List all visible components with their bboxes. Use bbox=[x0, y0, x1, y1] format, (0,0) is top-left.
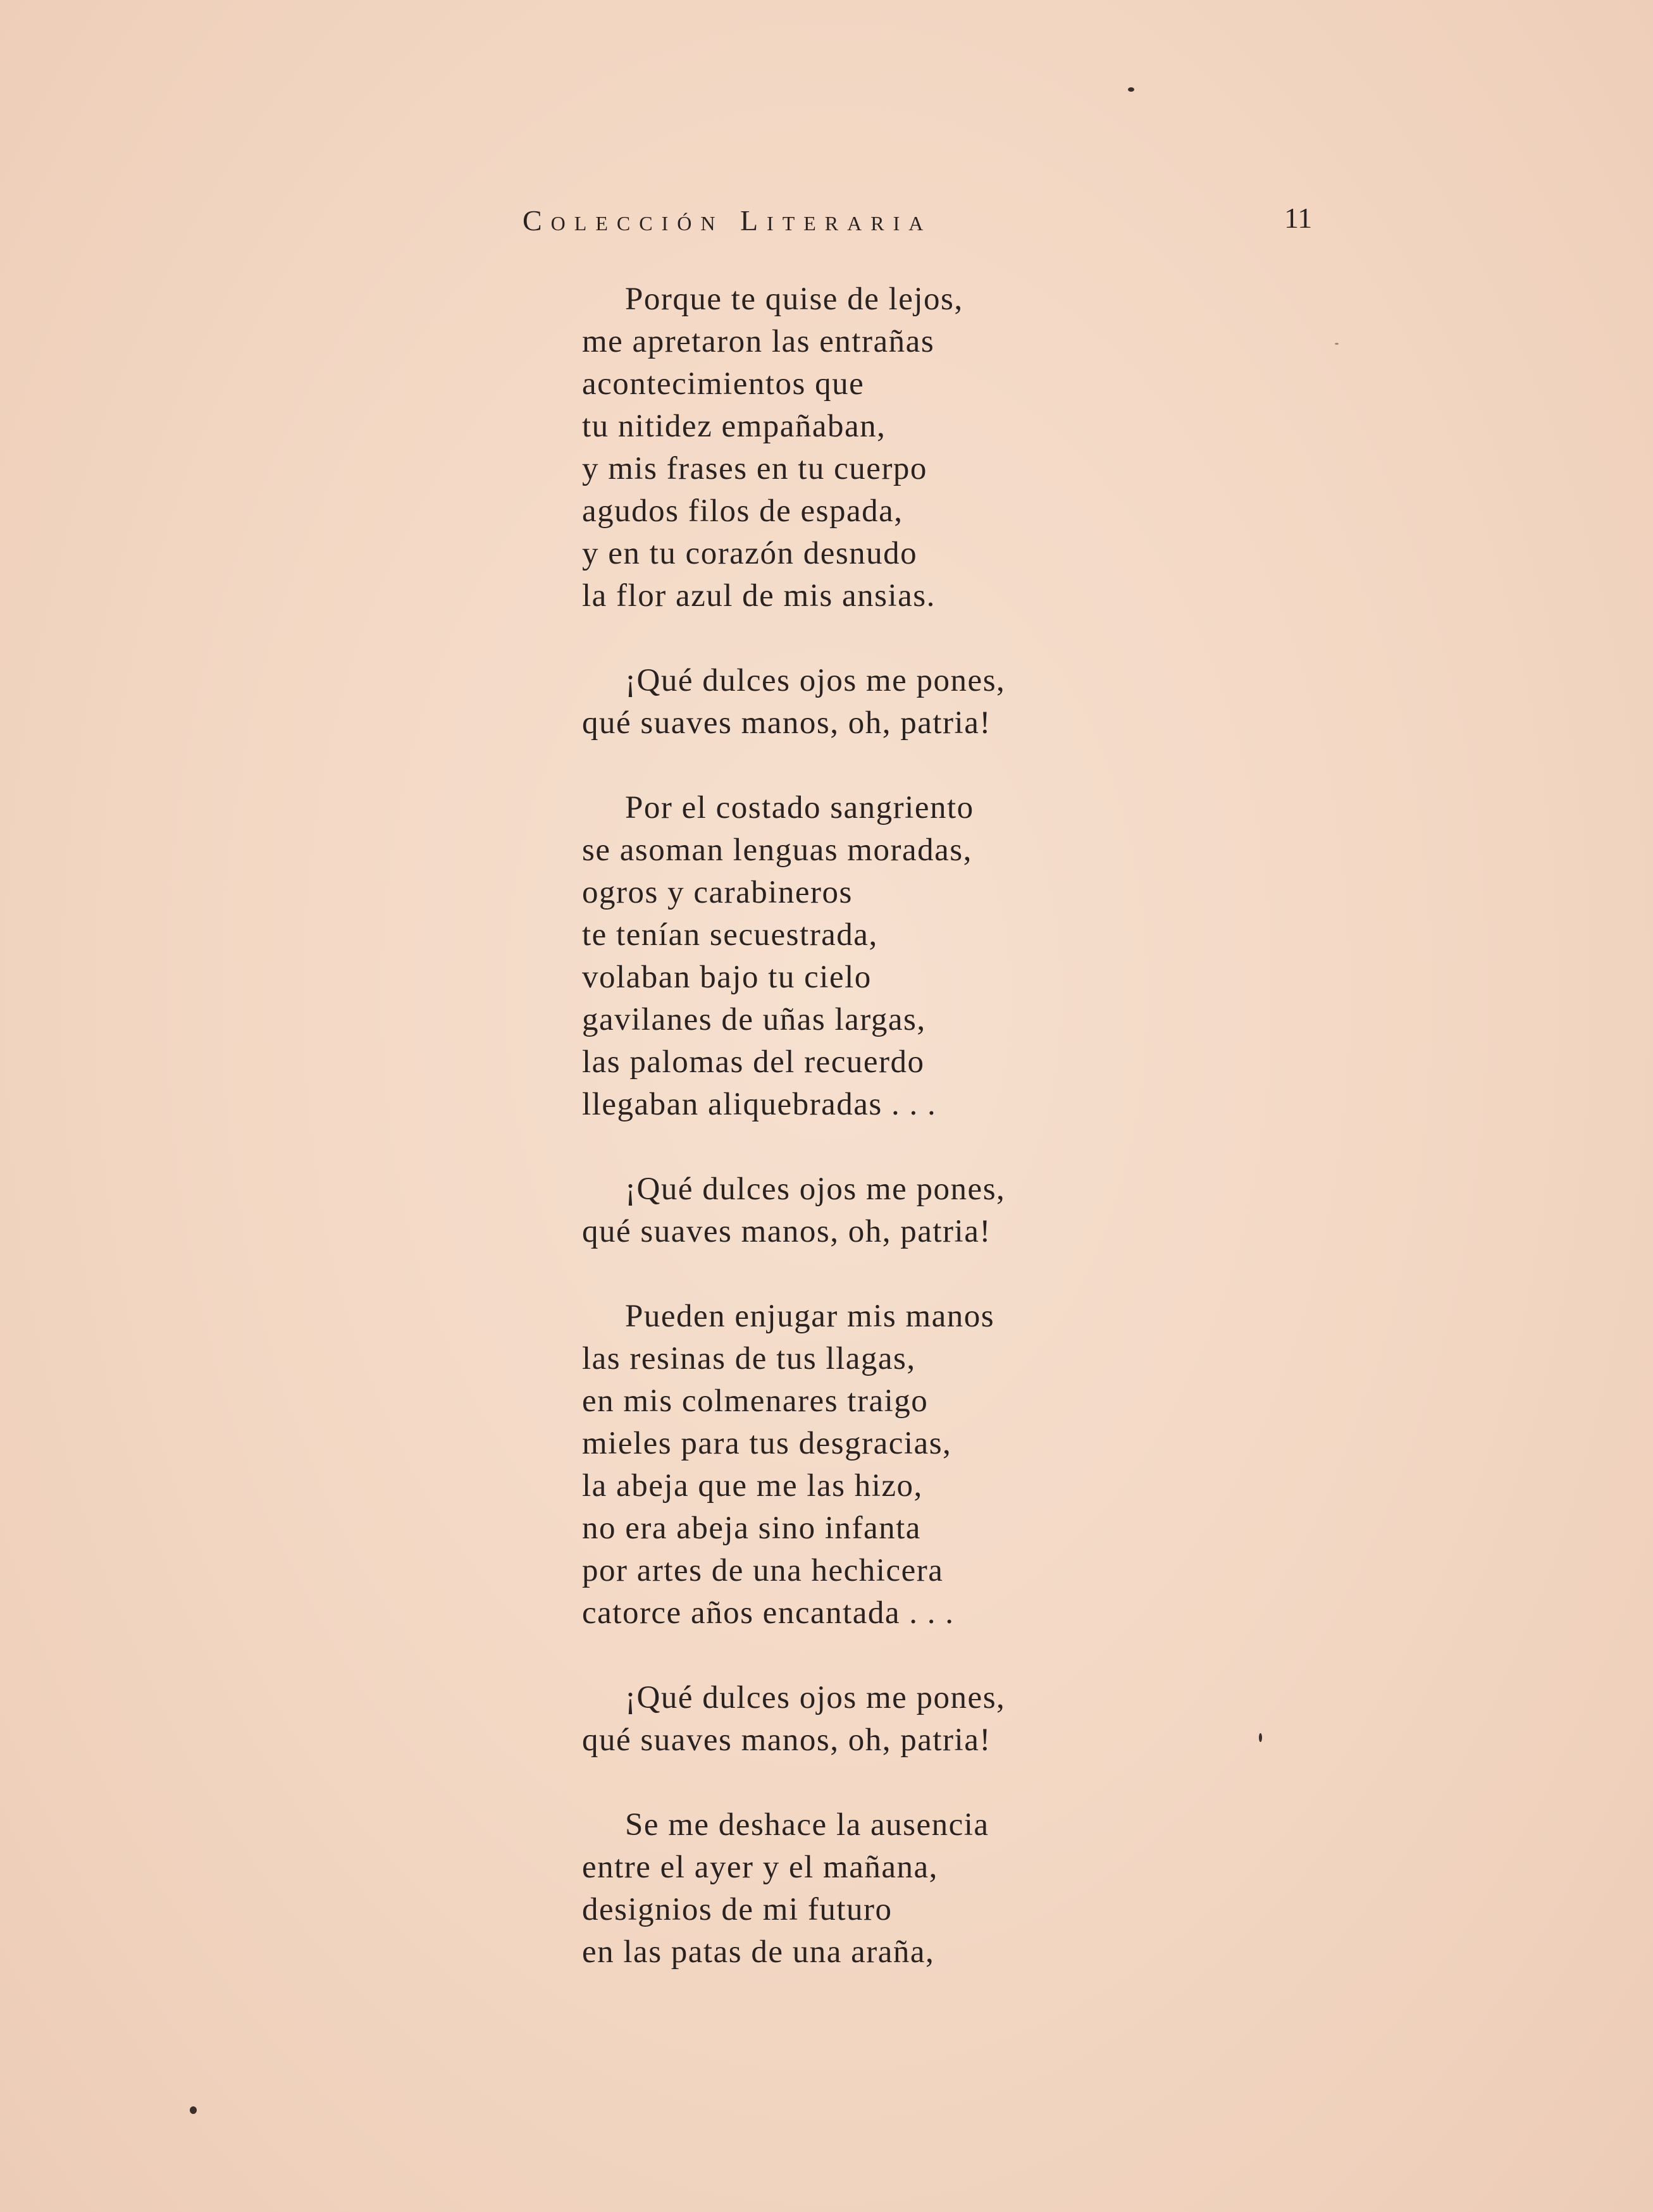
refrain-stanza bbox=[582, 1168, 1404, 1253]
poem-line: Por el costado sangriento bbox=[625, 790, 974, 825]
poem-line: designios de mi futuro bbox=[582, 1892, 893, 1927]
poem-line: en las patas de una araña, bbox=[582, 1934, 935, 1970]
poem-line: catorce años encantada . . . bbox=[582, 1595, 955, 1631]
poem-line: ¡Qué dulces ojos me pones, bbox=[625, 1680, 1006, 1715]
poem-line: qué suaves manos, oh, patria! bbox=[582, 1722, 991, 1758]
poem-line: llegaban aliquebradas . . . bbox=[582, 1087, 937, 1122]
poem-line: ¡Qué dulces ojos me pones, bbox=[625, 1171, 1006, 1207]
paper-speck bbox=[1128, 87, 1134, 92]
poem-line: y mis frases en tu cuerpo bbox=[582, 451, 927, 486]
poem-line: y en tu corazón desnudo bbox=[582, 536, 918, 571]
poem-line: qué suaves manos, oh, patria! bbox=[582, 1214, 991, 1249]
poem-line: acontecimientos que bbox=[582, 366, 865, 402]
poem-line: mieles para tus desgracias, bbox=[582, 1426, 952, 1461]
stanza bbox=[582, 1804, 1404, 1974]
poem-line: la abeja que me las hizo, bbox=[582, 1468, 923, 1504]
poem-line: no era abeja sino infanta bbox=[582, 1511, 921, 1546]
running-title: Colección Literaria bbox=[523, 204, 932, 237]
poem-line: se asoman lenguas moradas, bbox=[582, 832, 972, 868]
page-number: 11 bbox=[1284, 202, 1313, 234]
poem-line: la flor azul de mis ansias. bbox=[582, 578, 936, 614]
refrain-stanza bbox=[582, 660, 1404, 745]
stanza bbox=[582, 787, 1404, 1126]
paper-speck bbox=[1259, 1733, 1262, 1742]
stanza bbox=[582, 278, 1404, 617]
poem-line: entre el ayer y el mañana, bbox=[582, 1850, 938, 1885]
refrain-stanza bbox=[582, 1677, 1404, 1762]
paper-speck bbox=[190, 2106, 197, 2114]
paper-speck bbox=[1335, 343, 1339, 345]
poem-line: volaban bajo tu cielo bbox=[582, 960, 872, 995]
poem-line: me apretaron las entrañas bbox=[582, 324, 935, 359]
poem-line: gavilanes de uñas largas, bbox=[582, 1002, 926, 1037]
poem-line: agudos filos de espada, bbox=[582, 493, 903, 529]
poem-line: ogros y carabineros bbox=[582, 875, 853, 910]
poem-line: Porque te quise de lejos, bbox=[625, 281, 963, 317]
poem-line: tu nitidez empañaban, bbox=[582, 409, 886, 444]
poem-line: Pueden enjugar mis manos bbox=[625, 1299, 995, 1334]
stanza bbox=[582, 1295, 1404, 1634]
poem-line: te tenían secuestrada, bbox=[582, 917, 878, 953]
poem-line: las resinas de tus llagas, bbox=[582, 1341, 916, 1376]
poem-line: qué suaves manos, oh, patria! bbox=[582, 705, 991, 741]
poem bbox=[582, 278, 1404, 2016]
poem-line: Se me deshace la ausencia bbox=[625, 1807, 989, 1843]
poem-line: en mis colmenares traigo bbox=[582, 1383, 929, 1419]
poem-line: las palomas del recuerdo bbox=[582, 1044, 925, 1080]
poem-line: por artes de una hechicera bbox=[582, 1553, 944, 1588]
poem-line: ¡Qué dulces ojos me pones, bbox=[625, 663, 1006, 698]
